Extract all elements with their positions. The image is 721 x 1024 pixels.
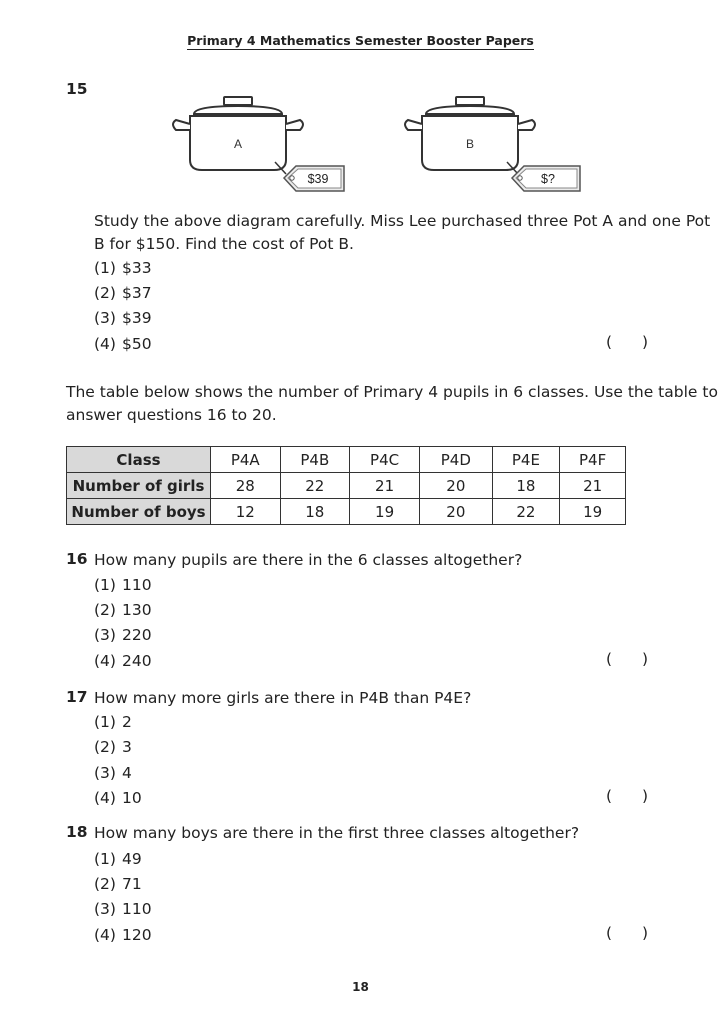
table-cell: 18 bbox=[280, 499, 350, 525]
answer-bracket[interactable]: ( ) bbox=[606, 924, 648, 942]
option-number: (3) bbox=[94, 626, 116, 644]
header-title: Primary 4 Mathematics Semester Booster Papers bbox=[187, 33, 534, 48]
question-number: 16 bbox=[66, 550, 88, 568]
option bbox=[94, 333, 152, 355]
table-row bbox=[67, 447, 626, 473]
option-number: (4) bbox=[94, 335, 116, 353]
option-value: 3 bbox=[122, 738, 132, 756]
pot-a-label: A bbox=[233, 137, 243, 151]
table-cell: 20 bbox=[420, 473, 493, 499]
pot-b-price: $? bbox=[541, 172, 555, 186]
question-line: Study the above diagram carefully. Miss Lee purchased three Pot A and one Pot bbox=[94, 212, 711, 230]
option-value: $37 bbox=[122, 284, 152, 302]
option bbox=[94, 711, 132, 733]
option-number: (4) bbox=[94, 926, 116, 944]
pots-diagram bbox=[0, 90, 721, 200]
table-cell: 22 bbox=[492, 499, 560, 525]
option-value: 110 bbox=[122, 900, 152, 918]
row-header: Number of girls bbox=[67, 473, 211, 499]
question-number: 15 bbox=[66, 80, 88, 98]
option-value: 110 bbox=[122, 576, 152, 594]
option-value: $39 bbox=[122, 309, 152, 327]
option bbox=[94, 898, 152, 920]
table-cell: P4E bbox=[492, 447, 560, 473]
table-cell: 12 bbox=[211, 499, 281, 525]
option bbox=[94, 307, 152, 329]
option-number: (2) bbox=[94, 875, 116, 893]
question-line: B for $150. Find the cost of Pot B. bbox=[94, 235, 354, 253]
table-cell: 21 bbox=[560, 473, 626, 499]
option-value: 240 bbox=[122, 652, 152, 670]
option-number: (3) bbox=[94, 764, 116, 782]
option-number: (2) bbox=[94, 284, 116, 302]
option bbox=[94, 873, 142, 895]
option-value: 10 bbox=[122, 789, 142, 807]
pot-a-icon bbox=[173, 97, 303, 170]
option bbox=[94, 924, 152, 946]
option-number: (3) bbox=[94, 309, 116, 327]
table-row bbox=[67, 473, 626, 499]
table-cell: P4F bbox=[560, 447, 626, 473]
intro-line: answer questions 16 to 20. bbox=[66, 406, 277, 424]
option bbox=[94, 257, 152, 279]
option-number: (4) bbox=[94, 789, 116, 807]
option bbox=[94, 736, 132, 758]
table-cell: 22 bbox=[280, 473, 350, 499]
option-value: 220 bbox=[122, 626, 152, 644]
option-value: 2 bbox=[122, 713, 132, 731]
answer-bracket[interactable]: ( ) bbox=[606, 333, 648, 351]
question-text: How many pupils are there in the 6 classes altogether? bbox=[94, 551, 523, 569]
question-text bbox=[94, 210, 710, 256]
option bbox=[94, 574, 152, 596]
table-cell: 28 bbox=[211, 473, 281, 499]
table-cell: P4B bbox=[280, 447, 350, 473]
table-cell: P4C bbox=[350, 447, 420, 473]
option-number: (1) bbox=[94, 713, 116, 731]
option-number: (1) bbox=[94, 850, 116, 868]
row-header: Number of boys bbox=[67, 499, 211, 525]
option-number: (1) bbox=[94, 576, 116, 594]
page-number: 18 bbox=[352, 980, 369, 994]
table-cell: 21 bbox=[350, 473, 420, 499]
pot-a-price: $39 bbox=[307, 172, 329, 186]
option bbox=[94, 762, 132, 784]
table-cell: P4A bbox=[211, 447, 281, 473]
option-value: $50 bbox=[122, 335, 152, 353]
option-value: 4 bbox=[122, 764, 132, 782]
table-cell: 19 bbox=[350, 499, 420, 525]
option-number: (1) bbox=[94, 259, 116, 277]
pupils-table bbox=[66, 446, 626, 525]
table-row bbox=[67, 499, 626, 525]
intro-line: The table below shows the number of Primary 4 pupils in 6 classes. Use the table to bbox=[66, 383, 718, 401]
option bbox=[94, 848, 142, 870]
pot-b-label: B bbox=[465, 137, 475, 151]
pot-b-icon bbox=[405, 97, 535, 170]
option bbox=[94, 599, 152, 621]
option bbox=[94, 650, 152, 672]
table-cell: 18 bbox=[492, 473, 560, 499]
answer-bracket[interactable]: ( ) bbox=[606, 787, 648, 805]
option-number: (3) bbox=[94, 900, 116, 918]
option bbox=[94, 624, 152, 646]
table-intro bbox=[66, 381, 718, 427]
option-value: 130 bbox=[122, 601, 152, 619]
option-number: (2) bbox=[94, 738, 116, 756]
option-number: (4) bbox=[94, 652, 116, 670]
page-header bbox=[0, 33, 721, 48]
answer-bracket[interactable]: ( ) bbox=[606, 650, 648, 668]
table-cell: P4D bbox=[420, 447, 493, 473]
question-text: How many boys are there in the first three classes altogether? bbox=[94, 824, 580, 842]
option-value: $33 bbox=[122, 259, 152, 277]
option-value: 49 bbox=[122, 850, 142, 868]
question-number: 17 bbox=[66, 688, 88, 706]
table-cell: 19 bbox=[560, 499, 626, 525]
question-number: 18 bbox=[66, 823, 88, 841]
option bbox=[94, 787, 142, 809]
option bbox=[94, 282, 152, 304]
option-value: 71 bbox=[122, 875, 142, 893]
question-text: How many more girls are there in P4B than P4E? bbox=[94, 689, 472, 707]
table-cell: 20 bbox=[420, 499, 493, 525]
row-header: Class bbox=[67, 447, 211, 473]
option-value: 120 bbox=[122, 926, 152, 944]
option-number: (2) bbox=[94, 601, 116, 619]
